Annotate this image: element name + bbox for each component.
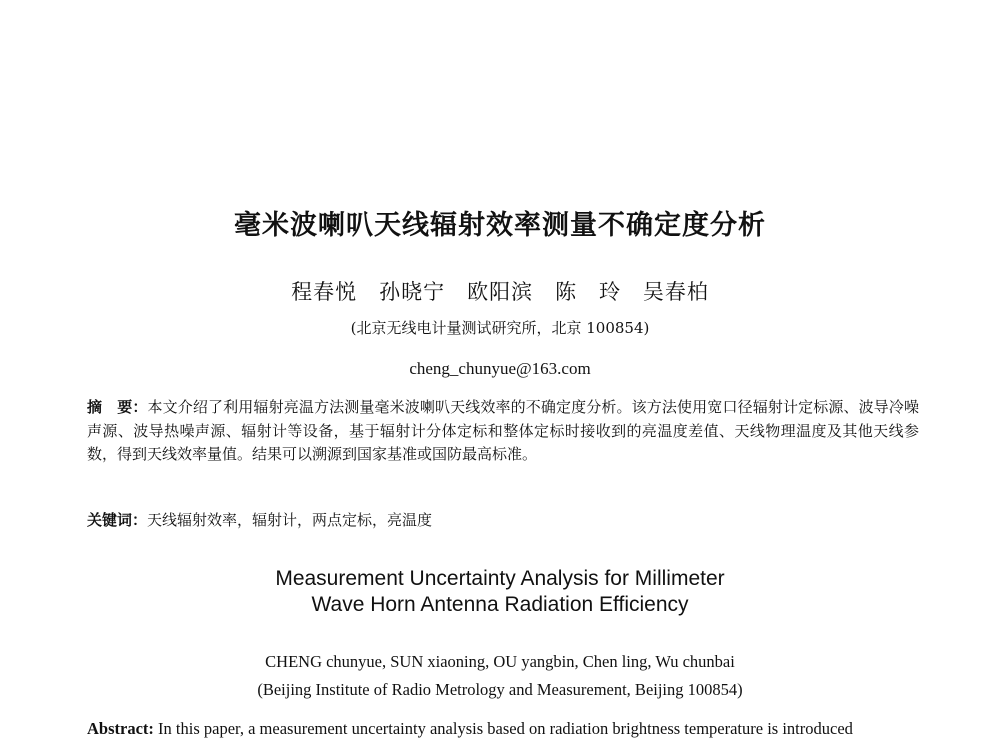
chinese-keywords-label: 关键词： xyxy=(87,511,148,529)
english-title-line-2: Wave Horn Antenna Radiation Efficiency xyxy=(311,593,689,616)
english-abstract-label: Abstract: xyxy=(87,719,154,738)
english-title-line-1: Measurement Uncertainty Analysis for Millimeter xyxy=(275,567,725,590)
chinese-authors: 程春悦 孙晓宁 欧阳滨 陈 玲 吴春柏 xyxy=(291,280,709,304)
author-email: cheng_chunyue@163.com xyxy=(409,359,591,378)
english-abstract xyxy=(87,719,927,739)
chinese-abstract xyxy=(87,396,919,467)
chinese-keywords xyxy=(87,509,919,530)
english-affiliation: (Beijing Institute of Radio Metrology and Measurement, Beijing 100854) xyxy=(257,680,743,699)
chinese-affiliation: (北京无线电计量测试研究所，北京 100854) xyxy=(350,319,650,337)
chinese-abstract-text: 本文介绍了利用辐射亮温方法测量毫米波喇叭天线效率的不确定度分析。该方法使用宽口径辐射计定标源、波导冷噪声源、波导热噪声源、辐射计等设备，基于辐射计分体定标和整体定标时接收到的亮温度差值、天线物理温度及其他天线参数，得到天线效率量值。结果可以溯源到国家基准或国防最高标准。 xyxy=(87,398,919,463)
chinese-keywords-text: 天线辐射效率，辐射计，两点定标，亮温度 xyxy=(147,511,433,529)
english-title xyxy=(0,566,1000,618)
chinese-title: 毫米波喇叭天线辐射效率测量不确定度分析 xyxy=(234,210,766,241)
english-authors: CHENG chunyue, SUN xiaoning, OU yangbin, Chen ling, Wu chunbai xyxy=(265,652,735,671)
english-abstract-text: In this paper, a measurement uncertainty analysis based on radiation brightness temperature is introduced xyxy=(153,719,853,738)
chinese-abstract-label: 摘 要： xyxy=(87,398,148,416)
